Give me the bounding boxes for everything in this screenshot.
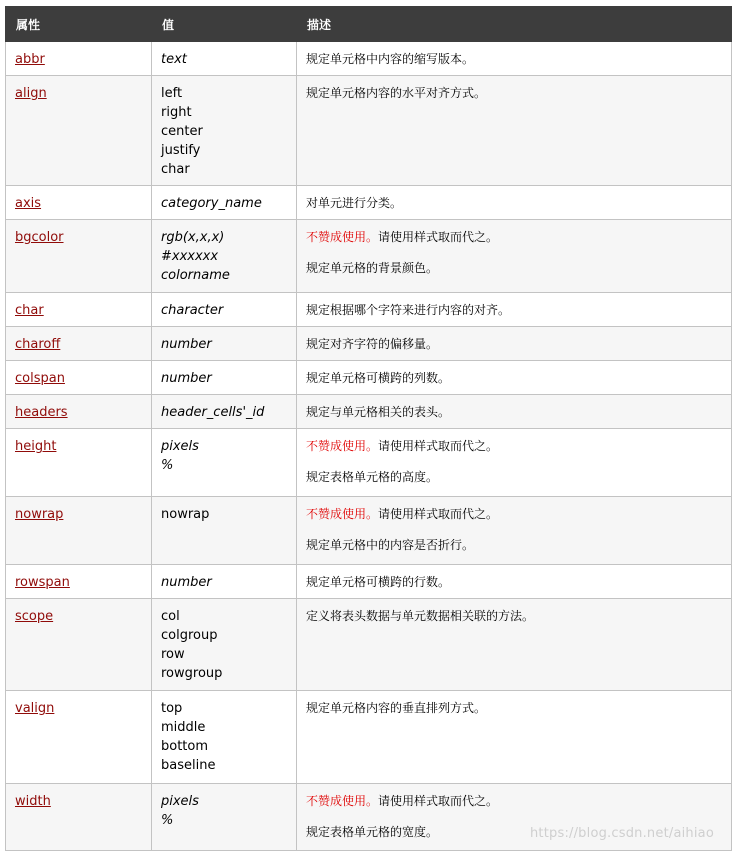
table-row	[6, 42, 732, 76]
attr-cell	[6, 327, 152, 361]
value-item: middle	[161, 720, 206, 735]
value-item: pixels	[161, 439, 199, 454]
value-item: col	[161, 609, 180, 624]
value-item: category_name	[161, 196, 262, 211]
value-item: rowgroup	[161, 666, 223, 681]
table-row	[6, 220, 732, 293]
value-item: top	[161, 701, 183, 716]
desc-text: 对单元进行分类。	[306, 196, 403, 210]
deprecation-note	[306, 792, 722, 811]
deprecation-note	[306, 437, 722, 456]
value-item: number	[161, 575, 212, 590]
attr-link-bgcolor[interactable]: bgcolor	[15, 230, 64, 245]
attr-link-nowrap[interactable]: nowrap	[15, 507, 64, 522]
value-item: center	[161, 124, 203, 139]
attr-cell	[6, 784, 152, 851]
deprecation-note	[306, 505, 722, 524]
attr-cell	[6, 361, 152, 395]
desc-text: 规定根据哪个字符来进行内容的对齐。	[306, 303, 511, 317]
desc-cell	[297, 220, 732, 293]
attr-cell	[6, 76, 152, 186]
value-item: header_cells'_id	[161, 405, 265, 420]
deprecated-suffix: 请使用样式取而代之。	[378, 439, 499, 453]
attr-link-abbr[interactable]: abbr	[15, 52, 45, 67]
attr-link-width[interactable]: width	[15, 794, 51, 809]
value-item: colgroup	[161, 628, 218, 643]
value-item: baseline	[161, 758, 216, 773]
value-item: char	[161, 162, 190, 177]
attr-cell	[6, 497, 152, 565]
desc-text: 规定表格单元格的宽度。	[306, 825, 439, 839]
table-row	[6, 186, 732, 220]
attr-link-valign[interactable]: valign	[15, 701, 55, 716]
attr-link-align[interactable]: align	[15, 86, 47, 101]
attr-cell	[6, 186, 152, 220]
value-item: row	[161, 647, 185, 662]
desc-text: 规定单元格中内容的缩写版本。	[306, 52, 475, 66]
attr-link-char[interactable]: char	[15, 303, 44, 318]
table-row	[6, 691, 732, 784]
deprecated-label: 不赞成使用。	[306, 794, 379, 808]
value-item: right	[161, 105, 192, 120]
desc-text: 规定单元格内容的垂直排列方式。	[306, 701, 487, 715]
table-row	[6, 497, 732, 565]
deprecated-suffix: 请使用样式取而代之。	[378, 507, 499, 521]
value-item: text	[161, 52, 187, 67]
value-cell	[152, 497, 297, 565]
attribute-table	[5, 6, 732, 851]
header-attr: 属性	[6, 7, 152, 42]
value-item: left	[161, 86, 183, 101]
value-item: rgb(x,x,x)	[161, 230, 225, 245]
attr-cell	[6, 599, 152, 691]
desc-text: 规定单元格中的内容是否折行。	[306, 538, 475, 552]
value-item: #xxxxxx	[161, 249, 219, 264]
attr-cell	[6, 565, 152, 599]
table-row	[6, 361, 732, 395]
desc-text: 规定单元格内容的水平对齐方式。	[306, 86, 487, 100]
desc-cell	[297, 293, 732, 327]
value-item: justify	[161, 143, 201, 158]
value-item: %	[161, 458, 174, 473]
attr-link-scope[interactable]: scope	[15, 609, 54, 624]
attr-link-colspan[interactable]: colspan	[15, 371, 65, 386]
header-desc: 描述	[297, 7, 732, 42]
attr-cell	[6, 429, 152, 497]
deprecated-label: 不赞成使用。	[306, 230, 379, 244]
table-row	[6, 327, 732, 361]
deprecated-suffix: 请使用样式取而代之。	[378, 230, 499, 244]
desc-cell	[297, 429, 732, 497]
table-row	[6, 565, 732, 599]
attr-link-charoff[interactable]: charoff	[15, 337, 61, 352]
desc-cell	[297, 691, 732, 784]
desc-text: 规定对齐字符的偏移量。	[306, 337, 439, 351]
table-header-row	[6, 7, 732, 42]
value-item: nowrap	[161, 507, 210, 522]
value-item: number	[161, 371, 212, 386]
desc-cell	[297, 497, 732, 565]
desc-cell	[297, 361, 732, 395]
value-cell	[152, 565, 297, 599]
value-item: bottom	[161, 739, 209, 754]
header-value: 值	[152, 7, 297, 42]
table-row	[6, 429, 732, 497]
deprecation-note	[306, 228, 722, 247]
desc-text: 规定单元格可横跨的行数。	[306, 575, 451, 589]
attr-cell	[6, 293, 152, 327]
attr-link-height[interactable]: height	[15, 439, 57, 454]
value-item: character	[161, 303, 224, 318]
desc-cell	[297, 76, 732, 186]
value-cell	[152, 361, 297, 395]
attr-cell	[6, 691, 152, 784]
deprecated-suffix: 请使用样式取而代之。	[378, 794, 499, 808]
desc-cell	[297, 186, 732, 220]
value-cell	[152, 784, 297, 851]
desc-text: 规定与单元格相关的表头。	[306, 405, 451, 419]
table-row	[6, 599, 732, 691]
desc-text: 规定单元格的背景颜色。	[306, 261, 439, 275]
table-row	[6, 76, 732, 186]
value-cell	[152, 691, 297, 784]
value-cell	[152, 42, 297, 76]
table-row	[6, 293, 732, 327]
attr-link-axis[interactable]: axis	[15, 196, 42, 211]
table-row	[6, 395, 732, 429]
value-item: colorname	[161, 268, 230, 283]
deprecated-label: 不赞成使用。	[306, 507, 379, 521]
attr-cell	[6, 42, 152, 76]
attr-link-headers[interactable]: headers	[15, 405, 68, 420]
desc-cell	[297, 395, 732, 429]
attr-cell	[6, 220, 152, 293]
value-cell	[152, 429, 297, 497]
value-cell	[152, 186, 297, 220]
desc-cell	[297, 599, 732, 691]
value-cell	[152, 327, 297, 361]
deprecated-label: 不赞成使用。	[306, 439, 379, 453]
attr-cell	[6, 395, 152, 429]
value-cell	[152, 599, 297, 691]
watermark: https://blog.csdn.net/aihiao	[529, 826, 714, 841]
desc-cell	[297, 327, 732, 361]
value-cell	[152, 220, 297, 293]
value-item: number	[161, 337, 212, 352]
desc-text: 规定表格单元格的高度。	[306, 470, 439, 484]
desc-cell	[297, 42, 732, 76]
attr-link-rowspan[interactable]: rowspan	[15, 575, 70, 590]
value-item: %	[161, 813, 174, 828]
value-cell	[152, 395, 297, 429]
desc-cell	[297, 565, 732, 599]
value-item: pixels	[161, 794, 199, 809]
value-cell	[152, 293, 297, 327]
desc-text: 规定单元格可横跨的列数。	[306, 371, 451, 385]
desc-text: 定义将表头数据与单元数据相关联的方法。	[306, 609, 535, 623]
value-cell	[152, 76, 297, 186]
